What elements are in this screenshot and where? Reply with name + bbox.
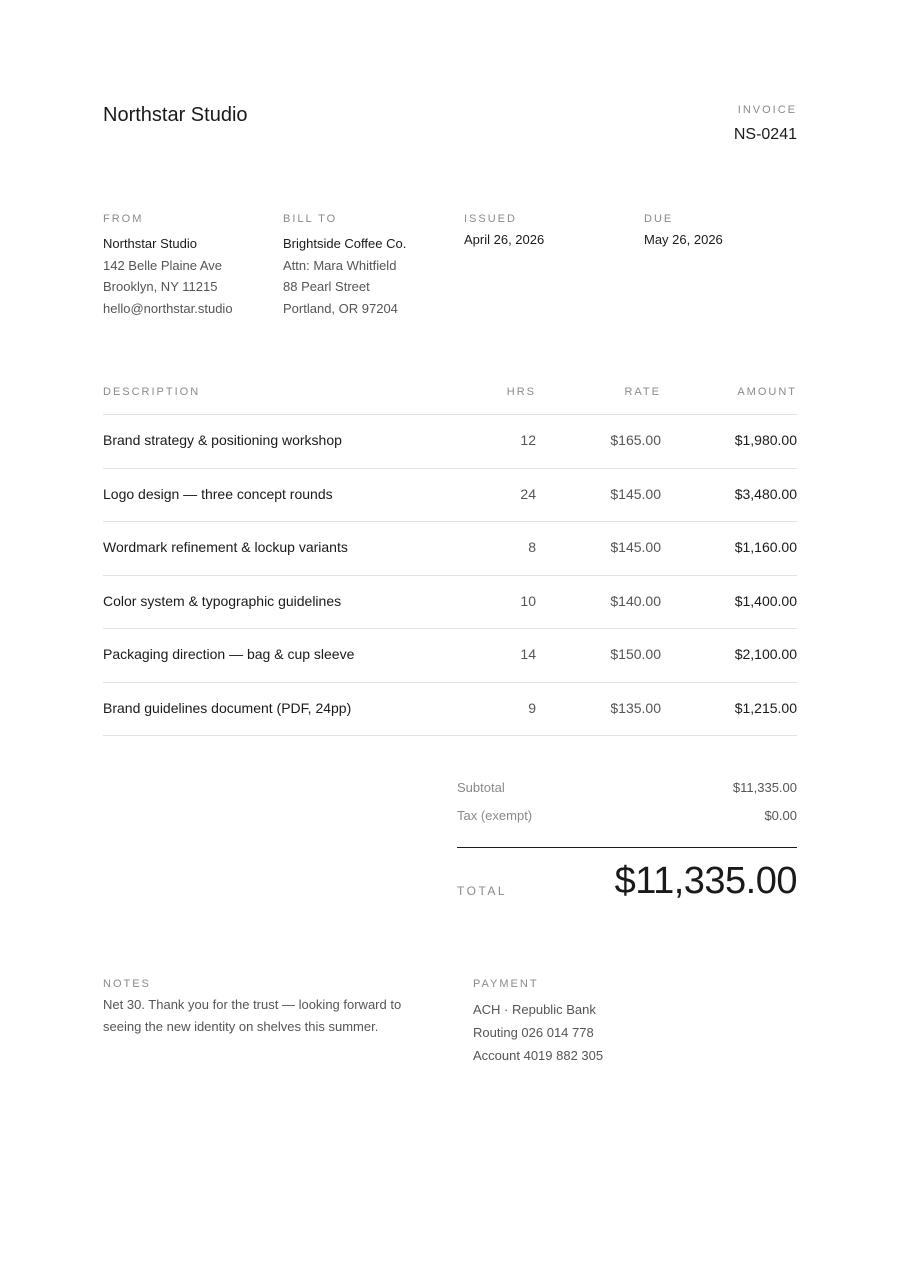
brand-name: Northstar Studio bbox=[103, 104, 248, 126]
tax-row bbox=[457, 808, 797, 836]
row-hrs: 10 bbox=[520, 592, 536, 609]
notes-label: NOTES bbox=[103, 978, 151, 990]
issued-block bbox=[464, 213, 644, 247]
payment-bank: ACH · Republic Bank bbox=[473, 1002, 596, 1017]
issued-date: April 26, 2026 bbox=[464, 232, 545, 247]
from-block bbox=[103, 213, 283, 320]
due-block bbox=[644, 213, 824, 247]
header-description: DESCRIPTION bbox=[103, 386, 201, 398]
from-label: FROM bbox=[103, 213, 144, 225]
payment-routing: Routing 026 014 778 bbox=[473, 1025, 594, 1040]
header-amount: AMOUNT bbox=[737, 386, 797, 398]
table-row bbox=[103, 522, 797, 576]
table-row bbox=[103, 629, 797, 683]
table-row bbox=[103, 683, 797, 737]
total-label: TOTAL bbox=[457, 884, 508, 898]
invoice-page bbox=[103, 0, 797, 1273]
row-hrs: 8 bbox=[528, 539, 536, 555]
row-description: Logo design — three concept rounds bbox=[103, 485, 333, 502]
row-description: Packaging direction — bag & cup sleeve bbox=[103, 646, 355, 662]
bill-to-label: BILL TO bbox=[283, 213, 338, 225]
payment-block bbox=[473, 978, 773, 1067]
total-divider bbox=[457, 847, 797, 848]
issued-label: ISSUED bbox=[464, 213, 517, 225]
table-row bbox=[103, 415, 797, 469]
row-amount: $1,160.00 bbox=[734, 539, 797, 555]
row-amount: $1,215.00 bbox=[734, 699, 797, 716]
row-hrs: 9 bbox=[528, 699, 536, 716]
from-line: 142 Belle Plaine Ave bbox=[103, 257, 223, 273]
row-rate: $165.00 bbox=[610, 432, 661, 448]
table-row bbox=[103, 469, 797, 523]
table-header bbox=[103, 385, 797, 415]
row-amount: $2,100.00 bbox=[734, 646, 797, 662]
row-description: Color system & typographic guidelines bbox=[103, 592, 342, 609]
row-description: Wordmark refinement & lockup variants bbox=[103, 539, 348, 555]
due-label: DUE bbox=[644, 213, 674, 225]
row-hrs: 12 bbox=[520, 432, 536, 448]
from-email: hello@northstar.studio bbox=[103, 301, 233, 317]
row-description: Brand strategy & positioning workshop bbox=[103, 432, 342, 448]
header-rate: RATE bbox=[624, 386, 661, 398]
header-hrs: HRS bbox=[506, 386, 536, 398]
row-rate: $135.00 bbox=[610, 699, 661, 716]
row-amount: $1,400.00 bbox=[734, 592, 797, 609]
bill-to-line: Attn: Mara Whitfield bbox=[283, 257, 397, 273]
notes-text: Net 30. Thank you for the trust — looking forward to seeing the new identity on shelves this summer. bbox=[103, 997, 402, 1034]
row-rate: $145.00 bbox=[610, 539, 661, 555]
subtotal-row bbox=[457, 780, 797, 808]
bill-to-line: Brightside Coffee Co. bbox=[283, 236, 407, 251]
invoice-label: INVOICE bbox=[737, 104, 797, 116]
row-rate: $140.00 bbox=[610, 592, 661, 609]
row-amount: $1,980.00 bbox=[734, 432, 797, 448]
payment-label: PAYMENT bbox=[473, 978, 539, 990]
subtotal-value: $11,335.00 bbox=[732, 780, 797, 795]
row-hrs: 14 bbox=[520, 646, 536, 662]
bill-to-line: 88 Pearl Street bbox=[283, 279, 370, 295]
payment-account: Account 4019 882 305 bbox=[473, 1048, 604, 1063]
row-description: Brand guidelines document (PDF, 24pp) bbox=[103, 699, 352, 716]
bill-to-block bbox=[283, 213, 463, 320]
invoice-number: NS-0241 bbox=[733, 126, 797, 143]
row-hrs: 24 bbox=[520, 485, 536, 502]
notes-block bbox=[103, 978, 413, 1037]
from-line: Brooklyn, NY 11215 bbox=[103, 279, 218, 295]
row-rate: $145.00 bbox=[610, 485, 661, 502]
due-date: May 26, 2026 bbox=[644, 232, 723, 247]
total-value: $11,335.00 bbox=[614, 860, 797, 902]
row-rate: $150.00 bbox=[610, 646, 661, 662]
row-amount: $3,480.00 bbox=[734, 485, 797, 502]
table-row bbox=[103, 576, 797, 630]
from-line: Northstar Studio bbox=[103, 236, 197, 251]
tax-label: Tax (exempt) bbox=[457, 808, 533, 823]
totals-block bbox=[457, 780, 797, 836]
line-items-table bbox=[103, 385, 797, 736]
subtotal-label: Subtotal bbox=[457, 780, 505, 795]
tax-value: $0.00 bbox=[764, 808, 797, 823]
bill-to-line: Portland, OR 97204 bbox=[283, 301, 398, 317]
